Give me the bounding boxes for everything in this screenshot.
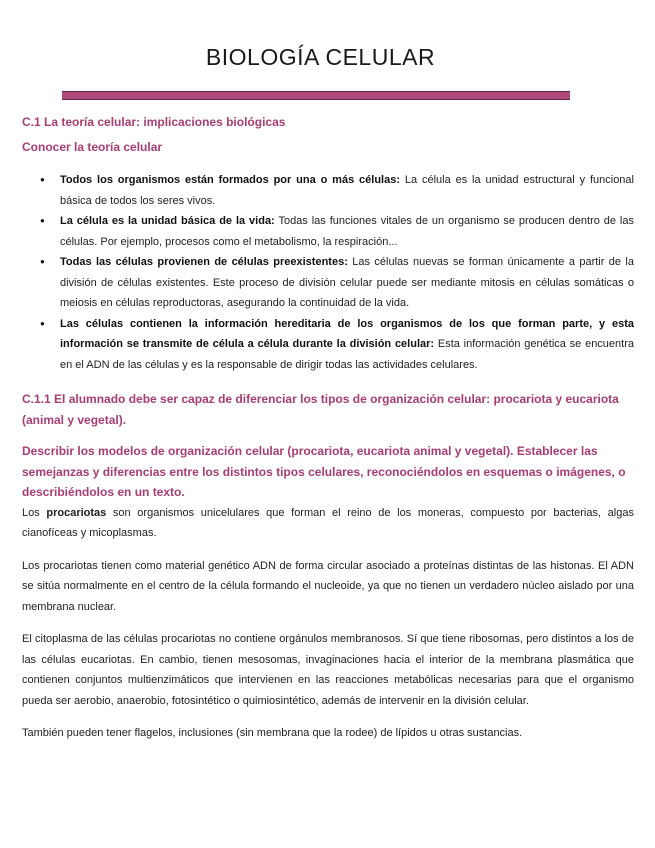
paragraph-flagelos: También pueden tener flagelos, inclusiones (sin membrana que la rodee) de lípidos u otras sustancias. bbox=[22, 727, 523, 739]
paragraph-material-genetico: Los procariotas tienen como material genético ADN de forma circular asociado a proteínas distintas de las histonas. El ADN se sitúa normalmente en el centro de la célula formando el nucleoide, ya que no tienen un verdadero núcleo aislado por una membrana nuclear. bbox=[22, 559, 634, 613]
bullet-text: Esta información genética se encuentra en el ADN de las células y es la responsable de dirigir todas las actividades celulares. bbox=[60, 338, 635, 371]
bullet-text: Todas las funciones vitales de un organismo se producen dentro de las células. Por ejemplo, procesos como el metabolismo, la respiración... bbox=[60, 215, 634, 248]
bullet-bold-text: La célula es la unidad básica de la vida: bbox=[60, 215, 275, 227]
list-item bbox=[60, 170, 634, 211]
paragraph-procariotas bbox=[22, 503, 634, 544]
document-title: BIOLOGÍA CELULAR bbox=[205, 44, 436, 70]
document-body bbox=[22, 112, 634, 744]
bullet-bold-text: Todos los organismos están formados por una o más células: bbox=[60, 174, 401, 186]
section-heading-c1: C.1 La teoría celular: implicaciones biológicas bbox=[22, 115, 286, 129]
bullet-bold-text: Todas las células provienen de células preexistentes: bbox=[60, 256, 348, 268]
subheading-teoria-celular: Conocer la teoría celular bbox=[22, 140, 163, 154]
para-bold-term: procariotas bbox=[46, 506, 107, 519]
section-heading-c11: C.1.1 El alumnado debe ser capaz de diferenciar los tipos de organización celular: procariota y eucariota (animal y vegetal). bbox=[22, 392, 619, 427]
bullet-text: Las células nuevas se forman únicamente a partir de la división de células existentes. Este proceso de división celular puede ser mediante mitosis en células somáticas o meiosis en células reproductoras, asegurando la continuidad de la vida. bbox=[60, 256, 634, 309]
section-heading-describe: Describir los modelos de organización celular (procariota, eucariota animal y vegetal). Establecer las semejanzas y diferencias entre los distintos tipos celulares, reconociéndolos en esquemas o imágenes, o describiéndolos en un texto. bbox=[22, 444, 626, 499]
theory-bullet-list bbox=[22, 170, 634, 375]
para-prefix: Los bbox=[22, 506, 47, 519]
para-text: son organismos unicelulares que forman el reino de los moneras, compuesto por bacterias, algas cianofíceas y micoplasmas. bbox=[22, 506, 634, 539]
bullet-text: La célula es la unidad estructural y funcional básica de todos los seres vivos. bbox=[60, 174, 634, 207]
list-item bbox=[60, 314, 634, 376]
title-divider bbox=[62, 91, 570, 100]
list-item bbox=[60, 211, 634, 252]
list-item bbox=[60, 252, 634, 314]
bullet-bold-text: Las células contienen la información hereditaria de los organismos de los que forman parte, y esta información se transmite de célula a célula durante la división celular: bbox=[60, 317, 634, 350]
paragraph-citoplasma: El citoplasma de las células procariotas no contiene orgánulos membranosos. Sí que tiene ribosomas, pero distintos a los de las células eucariotas. En cambio, tienen mesosomas, invaginaciones hacia el interior de la membrana plasmática que contienen conjuntos multienzimáticos que intervienen en las reacciones metabólicas necesarias para que el organismo pueda ser aerobio, anaerobio, fotosintético o quimiosintético, además de intervenir en la división celular. bbox=[22, 633, 634, 707]
